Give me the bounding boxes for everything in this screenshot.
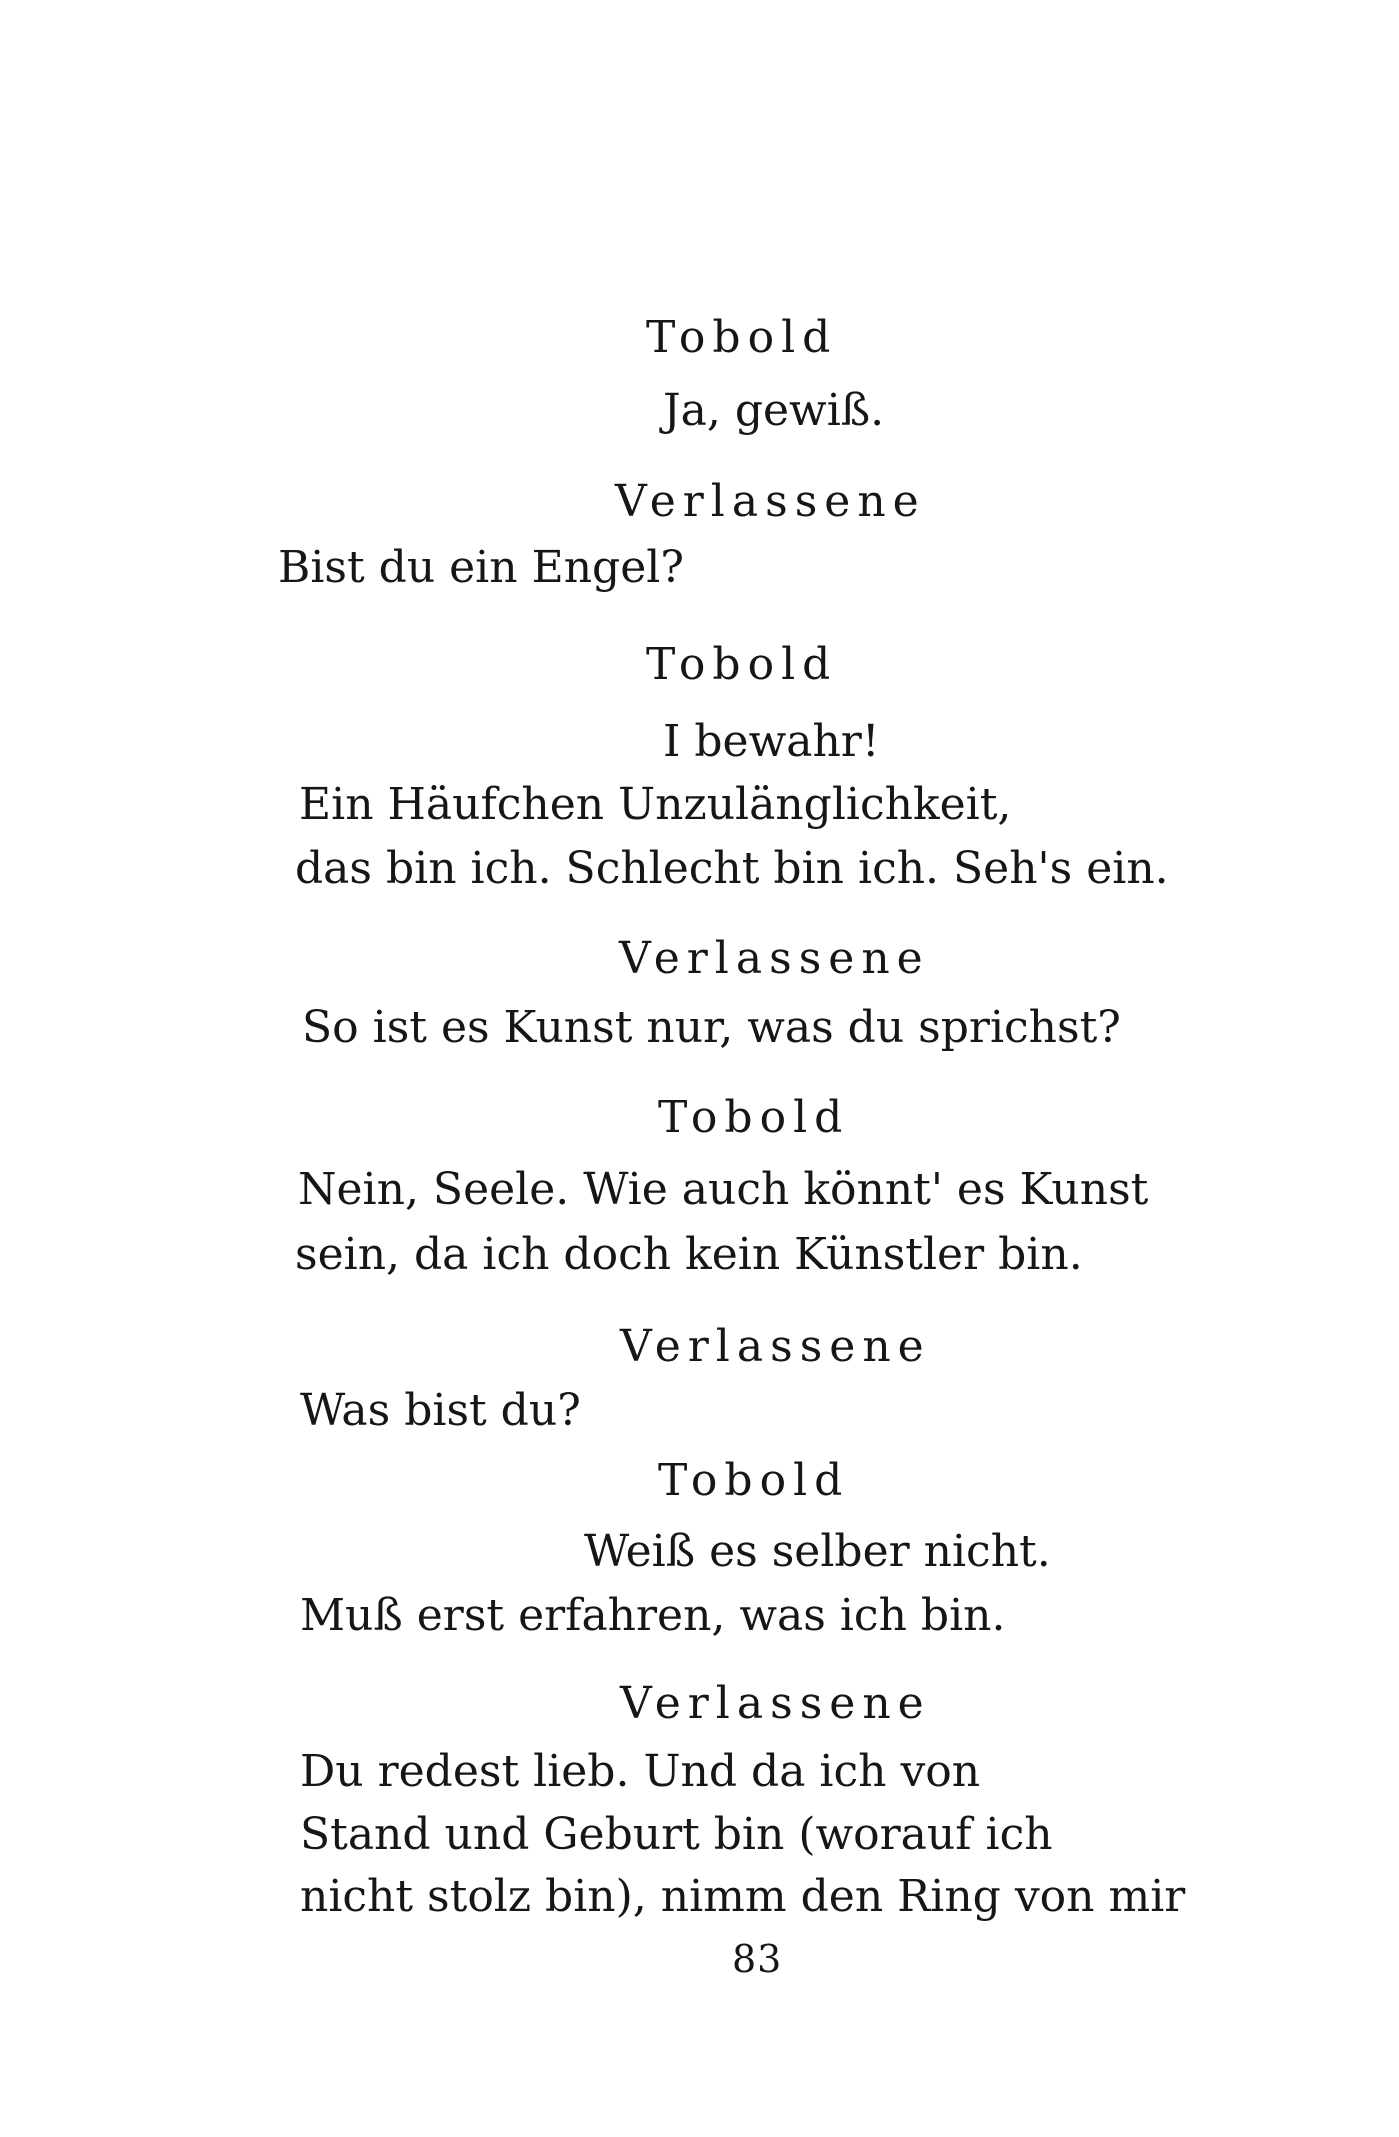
dialogue-line: Muß erst erfahren, was ich bin.: [300, 1590, 1006, 1641]
speaker-verlassene: Verlassene: [620, 1678, 931, 1729]
dialogue-line: Nein, Seele. Wie auch könnt' es Kunst: [298, 1164, 1149, 1215]
speaker-verlassene: Verlassene: [615, 476, 926, 527]
dialogue-line: Stand und Geburt bin (worauf ich: [300, 1809, 1053, 1860]
dialogue-line: Ja, gewiß.: [663, 385, 885, 436]
dialogue-line: nicht stolz bin), nimm den Ring von mir: [300, 1871, 1186, 1922]
dialogue-line: Was bist du?: [300, 1385, 581, 1436]
dialogue-line: Ein Häufchen Unzulänglichkeit,: [299, 779, 1012, 830]
speaker-verlassene: Verlassene: [620, 1321, 931, 1372]
speaker-tobold: Tobold: [658, 1455, 850, 1506]
speaker-tobold: Tobold: [646, 639, 838, 690]
dialogue-line: Bist du ein Engel?: [278, 542, 684, 593]
speaker-tobold: Tobold: [658, 1092, 850, 1143]
dialogue-line: sein, da ich doch kein Künstler bin.: [295, 1229, 1083, 1280]
speaker-tobold: Tobold: [646, 312, 838, 363]
speaker-verlassene: Verlassene: [619, 933, 930, 984]
dialogue-line: I bewahr!: [663, 716, 880, 767]
page-number: 83: [732, 1937, 783, 1981]
dialogue-line: Du redest lieb. Und da ich von: [300, 1746, 981, 1797]
dialogue-line: So ist es Kunst nur, was du sprichst?: [302, 1002, 1121, 1053]
dialogue-line: Weiß es selber nicht.: [584, 1526, 1051, 1577]
dialogue-line: das bin ich. Schlecht bin ich. Seh's ein.: [295, 843, 1169, 894]
